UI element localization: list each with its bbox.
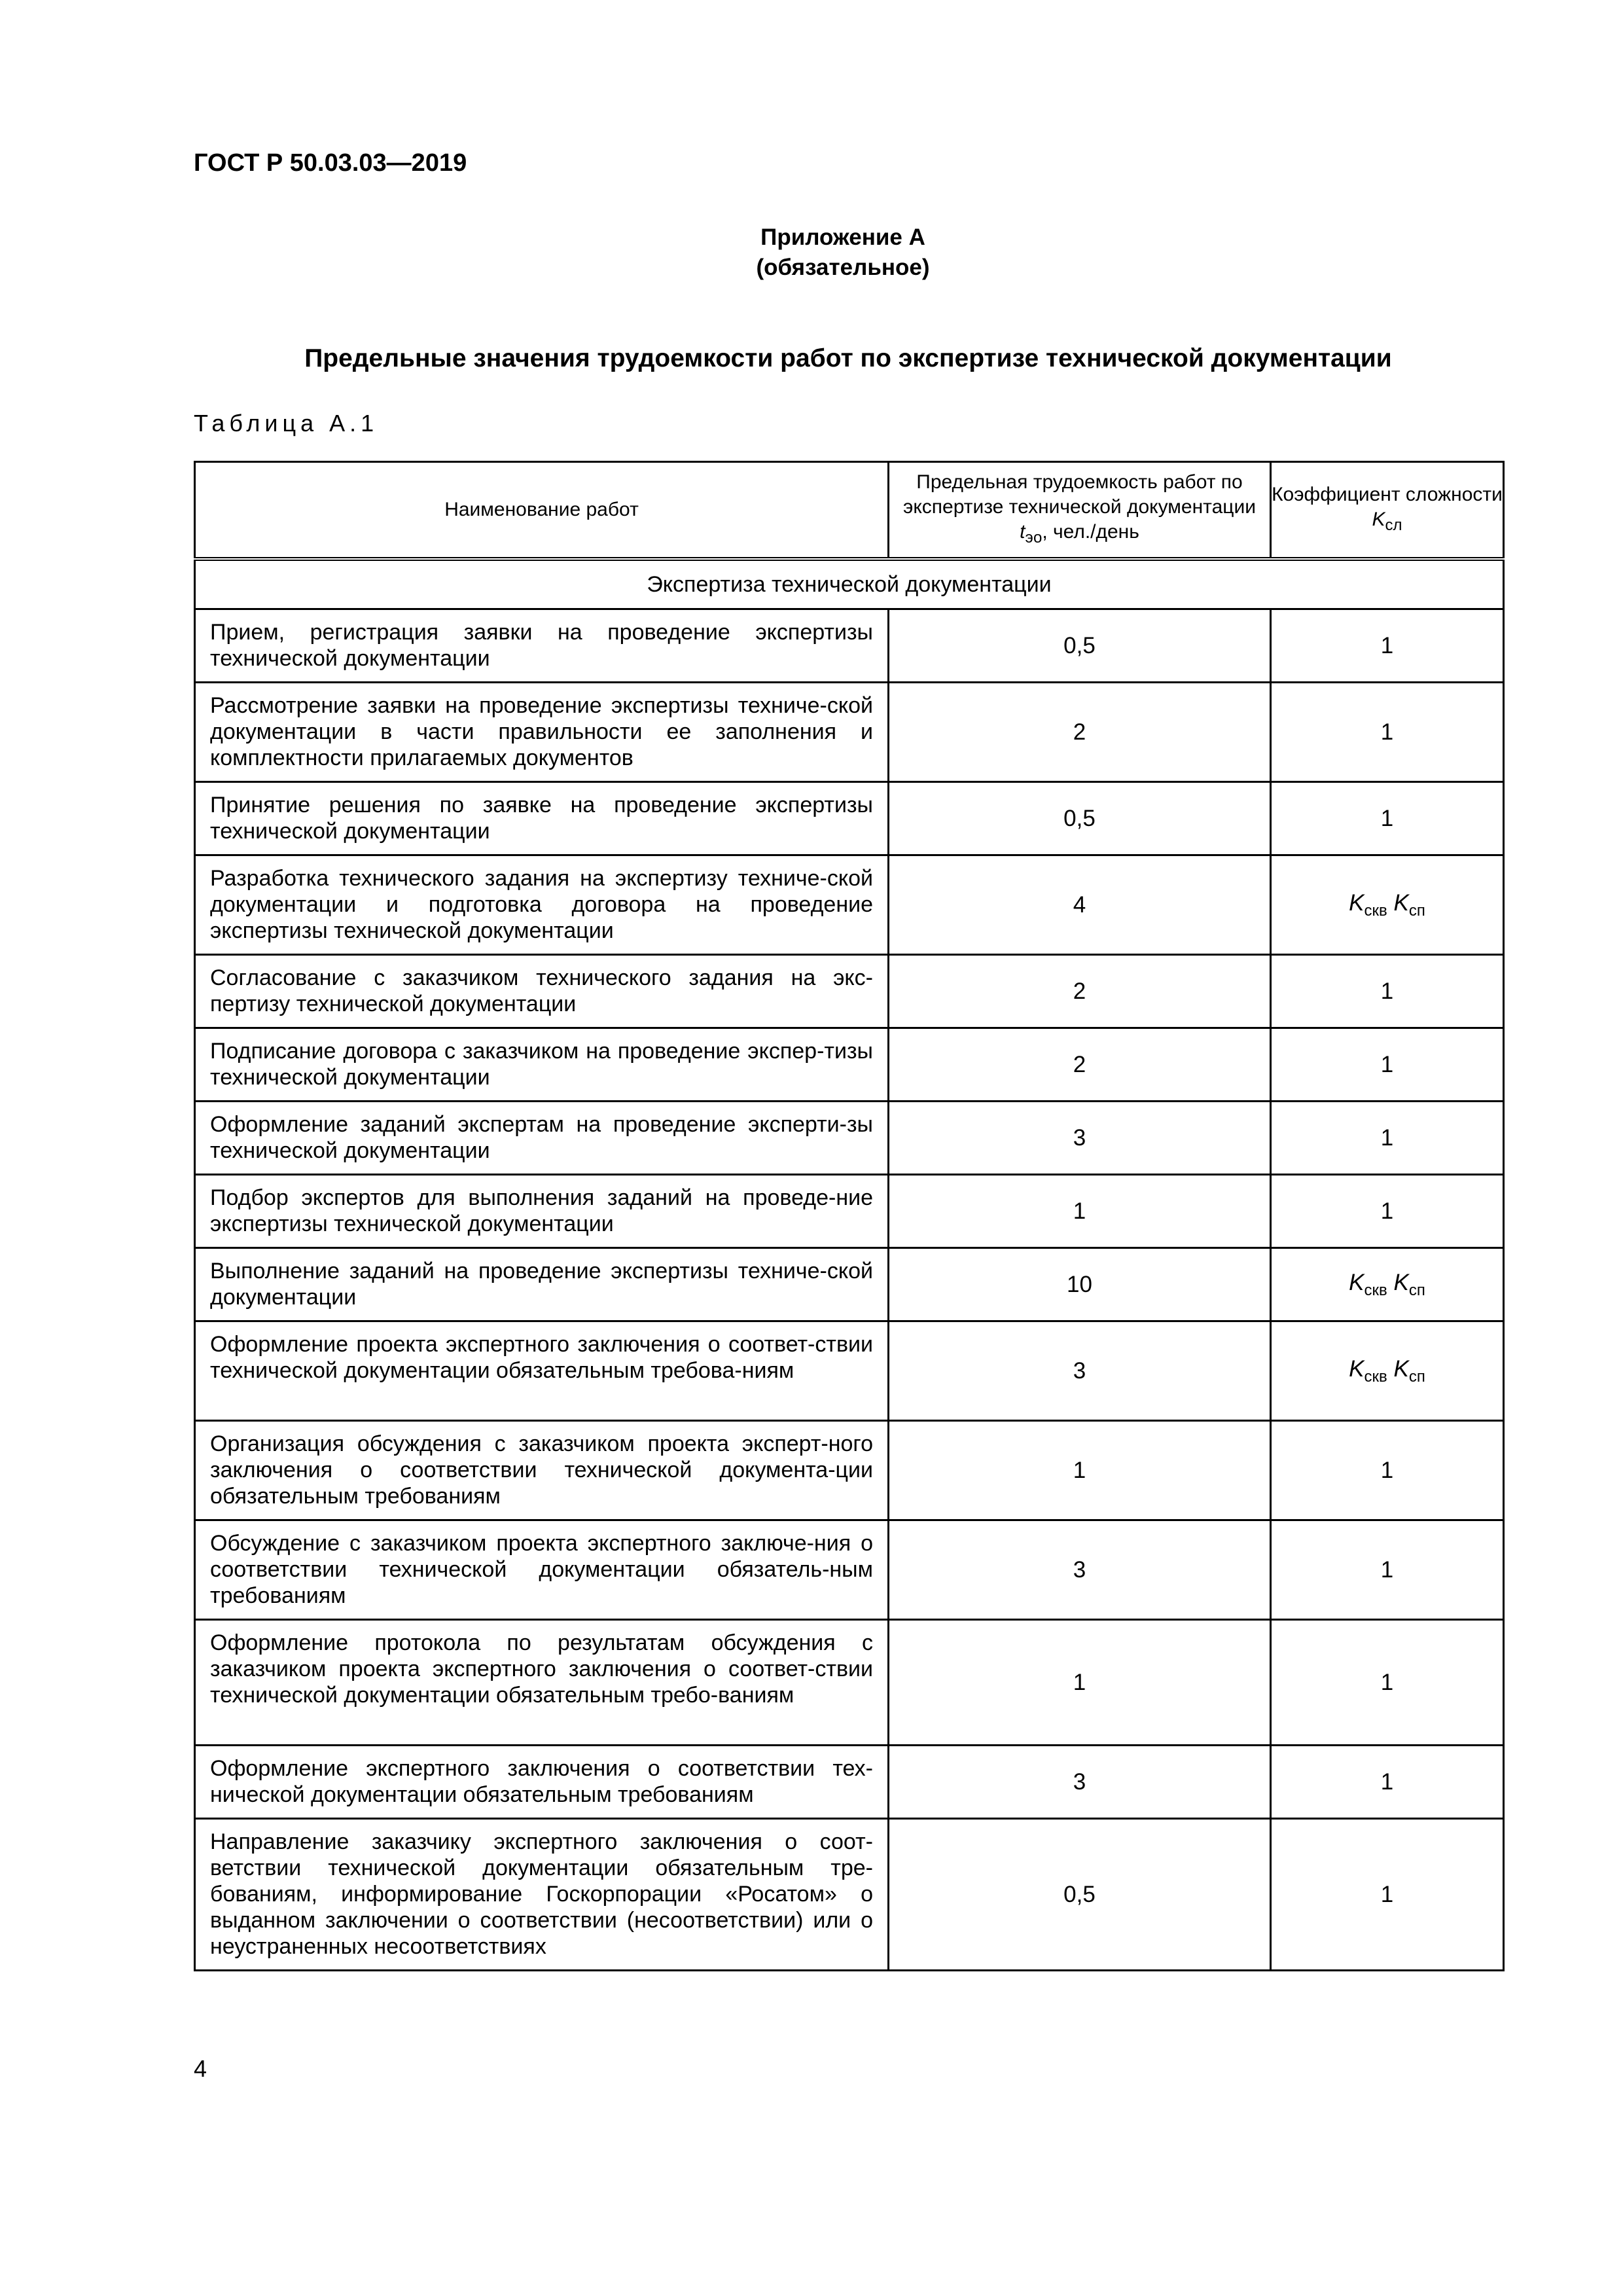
labor-value-cell: 2 (889, 1028, 1271, 1102)
header-coef-sub: сл (1385, 516, 1402, 534)
k-sub: сп (1408, 1367, 1425, 1386)
work-name-cell: Оформление экспертного заключения о соответствии тех-нической документации обязательным требованиям (195, 1746, 889, 1819)
labor-value-cell: 10 (889, 1248, 1271, 1321)
work-name-cell: Подбор экспертов для выполнения заданий на проведе-ние экспертизы технической документации (195, 1175, 889, 1248)
header-work-name-text: Наименование работ (444, 499, 639, 520)
table-row (195, 609, 1504, 683)
table-row (195, 1421, 1504, 1520)
labor-table (194, 461, 1505, 1971)
k-sub: скв (1364, 1367, 1387, 1386)
table-row (195, 1102, 1504, 1175)
work-name-cell: Обсуждение с заказчиком проекта экспертного заключе-ния о соответствии технической документации обязатель-ным требованиям (195, 1520, 889, 1620)
coefficient-cell: 1 (1271, 1746, 1504, 1819)
coefficient-cell (1271, 1248, 1504, 1321)
k-symbol: K (1349, 1269, 1364, 1295)
work-name-cell: Разработка технического задания на экспертизу техниче-ской документации и подготовка договора на проведение экспертизы технической документации (195, 855, 889, 955)
table-row (195, 1248, 1504, 1321)
labor-value-cell: 2 (889, 955, 1271, 1028)
labor-value-cell: 1 (889, 1175, 1271, 1248)
coefficient-cell: 1 (1271, 609, 1504, 683)
header-labor (889, 462, 1271, 560)
section-title: Предельные значения трудоемкости работ по экспертизе технической документации (304, 344, 1392, 372)
header-coef-symbol: K (1372, 508, 1385, 530)
coefficient-cell: 1 (1271, 1102, 1504, 1175)
work-name-cell: Направление заказчику экспертного заключения о соот-ветствии технической документации обязательным тре-бованиям, информирование Госкорпорации «Росатом» о выданном заключении о соответствии (несоответствии) или о неустраненных несоответствиях (195, 1819, 889, 1971)
k-symbol: K (1349, 889, 1364, 916)
work-name-cell: Рассмотрение заявки на проведение экспертизы техниче-ской документации в части правильности ее заполнения и комплектности прилагаемых документов (195, 683, 889, 782)
coefficient-cell: 1 (1271, 1028, 1504, 1102)
table-row (195, 1028, 1504, 1102)
header-coef-text: Коэффициент сложности (1272, 483, 1503, 505)
header-labor-sub: эо (1025, 528, 1043, 547)
work-name-cell: Согласование с заказчиком технического задания на экс-пертизу технической документации (195, 955, 889, 1028)
k-symbol: K (1349, 1355, 1364, 1382)
work-name-cell: Выполнение заданий на проведение экспертизы техниче-ской документации (195, 1248, 889, 1321)
work-name-cell: Оформление протокола по результатам обсуждения с заказчиком проекта экспертного заключения о соответ-ствии технической документации обязательным требо-ваниям (195, 1620, 889, 1746)
k-symbol: K (1393, 1355, 1409, 1382)
work-name-cell: Оформление проекта экспертного заключения о соответ-ствии технической документации обязательным требова-ниям (195, 1321, 889, 1421)
k-symbol: K (1393, 889, 1409, 916)
labor-value-cell: 1 (889, 1620, 1271, 1746)
labor-value-cell: 1 (889, 1421, 1271, 1520)
coefficient-cell: 1 (1271, 955, 1504, 1028)
coefficient-cell: 1 (1271, 1520, 1504, 1620)
table-header-row (195, 462, 1504, 560)
appendix-status: (обязательное) (756, 255, 930, 280)
labor-value-cell: 3 (889, 1321, 1271, 1421)
table-caption: Таблица А.1 (194, 410, 379, 437)
k-sub: скв (1364, 1281, 1387, 1299)
appendix-heading (0, 223, 1623, 283)
document-code: ГОСТ Р 50.03.03—2019 (194, 149, 467, 177)
header-work-name (195, 462, 889, 560)
table-row (195, 683, 1504, 782)
labor-value-cell: 4 (889, 855, 1271, 955)
coefficient-cell: 1 (1271, 683, 1504, 782)
coefficient-cell: 1 (1271, 782, 1504, 855)
coefficient-cell: 1 (1271, 1421, 1504, 1520)
header-labor-unit: , чел./день (1042, 520, 1139, 543)
table-row (195, 1520, 1504, 1620)
labor-value-cell: 3 (889, 1746, 1271, 1819)
labor-value-cell: 3 (889, 1102, 1271, 1175)
appendix-title: Приложение А (760, 224, 925, 250)
table-row (195, 1746, 1504, 1819)
coefficient-formula (1349, 1269, 1425, 1299)
labor-value-cell: 0,5 (889, 1819, 1271, 1971)
labor-value-cell: 0,5 (889, 782, 1271, 855)
table-row (195, 1321, 1504, 1421)
work-name-cell: Принятие решения по заявке на проведение экспертизы технической документации (195, 782, 889, 855)
work-name-cell: Оформление заданий экспертам на проведение эксперти-зы технической документации (195, 1102, 889, 1175)
table-row (195, 1620, 1504, 1746)
header-labor-text: Предельная трудоемкость работ по экспертизе технической документации (903, 471, 1256, 518)
table-row (195, 1175, 1504, 1248)
header-labor-symbol: t (1020, 520, 1026, 543)
coefficient-formula (1349, 889, 1425, 920)
k-sub: сп (1408, 901, 1425, 920)
table-row (195, 782, 1504, 855)
k-symbol: K (1393, 1269, 1409, 1295)
table-section-row (195, 559, 1504, 609)
work-name-cell: Подписание договора с заказчиком на проведение экспер-тизы технической документации (195, 1028, 889, 1102)
section-label: Экспертиза технической документации (195, 559, 1504, 609)
k-sub: сп (1408, 1281, 1425, 1299)
work-name-cell: Организация обсуждения с заказчиком проекта эксперт-ного заключения о соответствии технической документа-ции обязательным требованиям (195, 1421, 889, 1520)
labor-value-cell: 2 (889, 683, 1271, 782)
header-coefficient (1271, 462, 1504, 560)
work-name-cell: Прием, регистрация заявки на проведение экспертизы технической документации (195, 609, 889, 683)
coefficient-cell (1271, 1321, 1504, 1421)
coefficient-formula (1349, 1355, 1425, 1386)
coefficient-cell: 1 (1271, 1620, 1504, 1746)
table-row (195, 1819, 1504, 1971)
coefficient-cell: 1 (1271, 1819, 1504, 1971)
coefficient-cell (1271, 855, 1504, 955)
labor-value-cell: 3 (889, 1520, 1271, 1620)
table-row (195, 855, 1504, 955)
labor-value-cell: 0,5 (889, 609, 1271, 683)
coefficient-cell: 1 (1271, 1175, 1504, 1248)
page-number: 4 (194, 2055, 207, 2082)
table-row (195, 955, 1504, 1028)
k-sub: скв (1364, 901, 1387, 920)
